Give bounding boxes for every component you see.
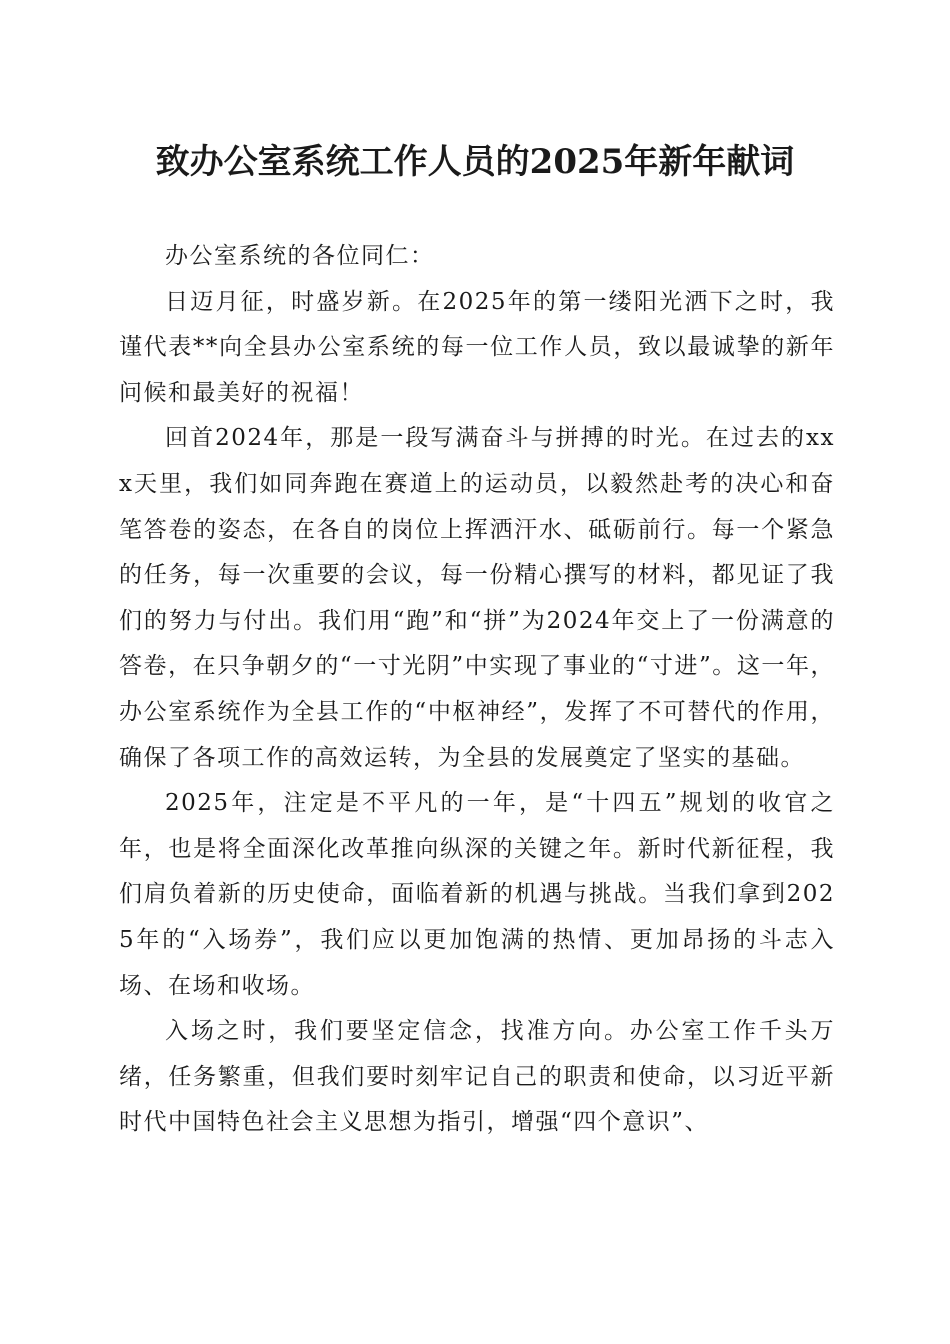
body-paragraph: 日迈月征，时盛岁新。在2025年的第一缕阳光洒下之时，我谨代表**向全县办公室系统的每一位工作人员，致以最诚挚的新年问候和最美好的祝福！ [119, 288, 835, 406]
greeting-paragraph: 办公室系统的各位同仁： [165, 243, 435, 269]
body-paragraph: 2025年，注定是不平凡的一年，是“十四五”规划的收官之年，也是将全面深化改革推向纵深的关键之年。新时代新征程，我们肩负着新的历史使命，面临着新的机遇与挑战。当我们拿到2025年的“入场券”，我们应以更加饱满的热情、更加昂扬的斗志入场、在场和收场。 [119, 790, 835, 999]
body-paragraph: 回首2024年，那是一段写满奋斗与拼搏的时光。在过去的xxx天里，我们如同奔跑在赛道上的运动员，以毅然赴考的决心和奋笔答卷的姿态，在各自的岗位上挥洒汗水、砥砺前行。每一个紧急的任务，每一次重要的会议，每一份精心撰写的材料，都见证了我们的努力与付出。我们用“跑”和“拼”为2024年交上了一份满意的答卷，在只争朝夕的“一寸光阴”中实现了事业的“寸进”。这一年，办公室系统作为全县工作的“中枢神经”，发挥了不可替代的作用，确保了各项工作的高效运转，为全县的发展奠定了坚实的基础。 [119, 425, 835, 771]
document-title: 致办公室系统工作人员的2025年新年献词 [155, 142, 795, 182]
body-paragraph: 入场之时，我们要坚定信念，找准方向。办公室工作千头万绪，任务繁重，但我们要时刻牢记自己的职责和使命，以习近平新时代中国特色社会主义思想为指引，增强“四个意识”、 [119, 1018, 835, 1136]
document-body [119, 234, 835, 1146]
